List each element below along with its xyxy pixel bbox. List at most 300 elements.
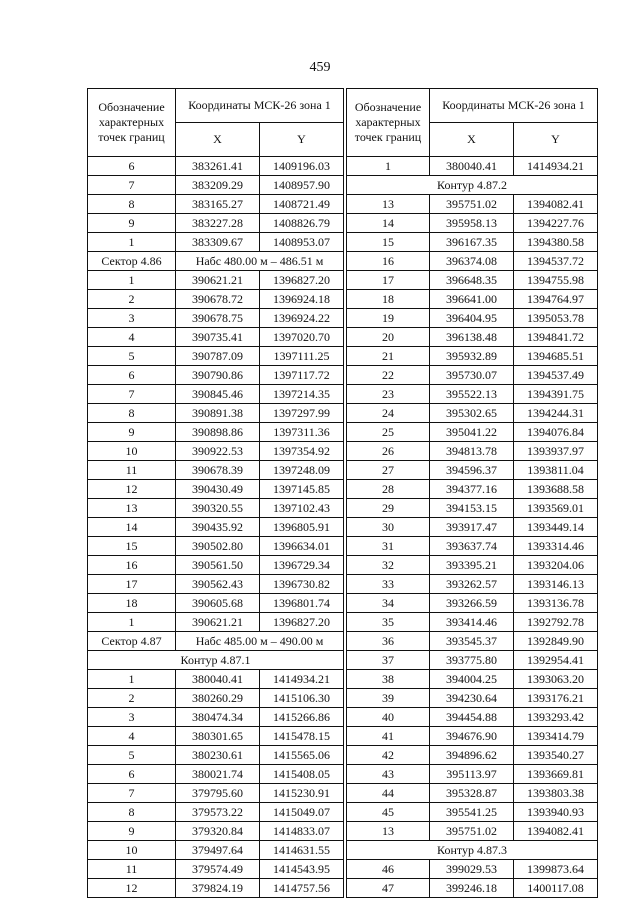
table-row [88,841,344,860]
x-coordinate: 380040.41 [176,670,260,689]
x-coordinate: 383165.27 [176,195,260,214]
points-column-header: Обозначение характерных точек границ [88,89,176,157]
table-row [88,214,344,233]
y-coordinate: 1394076.84 [514,423,598,442]
y-coordinate: 1393937.97 [514,442,598,461]
y-coordinate: 1414757.56 [260,879,344,898]
x-coordinate: 390562.43 [176,575,260,594]
y-coordinate: 1393569.01 [514,499,598,518]
y-coordinate: 1397354.92 [260,442,344,461]
x-coordinate: 390320.55 [176,499,260,518]
x-coordinate: 390678.39 [176,461,260,480]
x-coordinate: 380021.74 [176,765,260,784]
x-coordinate: 395302.65 [430,404,514,423]
contour-row [347,176,598,195]
y-coordinate: 1396805.91 [260,518,344,537]
y-coordinate: 1393293.42 [514,708,598,727]
y-coordinate: 1393146.13 [514,575,598,594]
x-coordinate: 395932.89 [430,347,514,366]
table-row [88,784,344,803]
x-coordinate: 383309.67 [176,233,260,252]
table-row [347,347,598,366]
table-row [88,765,344,784]
x-column-header: X [430,123,514,157]
point-number: 40 [347,708,430,727]
table-row [88,157,344,176]
y-coordinate: 1409196.03 [260,157,344,176]
x-coordinate: 383209.29 [176,176,260,195]
point-number: 1 [88,670,176,689]
y-coordinate: 1394755.98 [514,271,598,290]
y-coordinate: 1396730.82 [260,575,344,594]
point-number: 32 [347,556,430,575]
x-coordinate: 393545.37 [430,632,514,651]
sector-label: Сектор 4.86 [88,252,176,271]
y-coordinate: 1414543.95 [260,860,344,879]
y-coordinate: 1415565.06 [260,746,344,765]
table-row [347,651,598,670]
x-coordinate: 390898.86 [176,423,260,442]
table-row [347,860,598,879]
point-number: 31 [347,537,430,556]
y-coordinate: 1396827.20 [260,613,344,632]
y-coordinate: 1393669.81 [514,765,598,784]
point-number: 13 [347,822,430,841]
x-coordinate: 395522.13 [430,385,514,404]
table-row [88,556,344,575]
point-number: 39 [347,689,430,708]
y-coordinate: 1397297.99 [260,404,344,423]
x-coordinate: 395541.25 [430,803,514,822]
point-number: 28 [347,480,430,499]
y-coordinate: 1394244.31 [514,404,598,423]
point-number: 1 [347,157,430,176]
y-coordinate: 1415408.05 [260,765,344,784]
table-row [347,499,598,518]
y-coordinate: 1408721.49 [260,195,344,214]
table-row [88,271,344,290]
y-column-header: Y [260,123,344,157]
point-number: 16 [88,556,176,575]
table-row [347,214,598,233]
x-coordinate: 393262.57 [430,575,514,594]
table-row [347,822,598,841]
contour-label: Контур 4.87.1 [88,651,344,670]
table-row [347,271,598,290]
table-row [88,442,344,461]
point-number: 22 [347,366,430,385]
x-coordinate: 390735.41 [176,328,260,347]
point-number: 5 [88,746,176,765]
sector-label: Сектор 4.87 [88,632,176,651]
table-row [347,689,598,708]
y-coordinate: 1394082.41 [514,822,598,841]
point-number: 7 [88,385,176,404]
sector-row [88,252,344,271]
point-number: 6 [88,366,176,385]
x-coordinate: 394230.64 [430,689,514,708]
sector-height-range: Набс 485.00 м – 490.00 м [176,632,344,651]
point-number: 19 [347,309,430,328]
table-row [88,461,344,480]
point-number: 43 [347,765,430,784]
y-coordinate: 1397214.35 [260,385,344,404]
point-number: 18 [88,594,176,613]
y-coordinate: 1396634.01 [260,537,344,556]
x-coordinate: 396374.08 [430,252,514,271]
x-coordinate: 379795.60 [176,784,260,803]
y-coordinate: 1393063.20 [514,670,598,689]
x-coordinate: 390561.50 [176,556,260,575]
table-row [347,233,598,252]
y-coordinate: 1393803.38 [514,784,598,803]
x-coordinate: 390922.53 [176,442,260,461]
point-number: 16 [347,252,430,271]
table-row [347,784,598,803]
point-number: 8 [88,803,176,822]
x-coordinate: 396404.95 [430,309,514,328]
sector-row [88,632,344,651]
table-row [347,727,598,746]
table-row [88,233,344,252]
x-coordinate: 383227.28 [176,214,260,233]
x-coordinate: 393637.74 [430,537,514,556]
x-coordinate: 396648.35 [430,271,514,290]
x-coordinate: 394896.62 [430,746,514,765]
y-coordinate: 1394841.72 [514,328,598,347]
point-number: 7 [88,176,176,195]
point-number: 13 [347,195,430,214]
table-row [88,727,344,746]
y-coordinate: 1394537.72 [514,252,598,271]
table-row [347,461,598,480]
table-row [88,822,344,841]
point-number: 23 [347,385,430,404]
y-coordinate: 1392954.41 [514,651,598,670]
table-row [347,385,598,404]
table-row [347,879,598,898]
table-row [88,594,344,613]
table-row [88,480,344,499]
table-row [88,404,344,423]
x-coordinate: 399029.53 [430,860,514,879]
point-number: 24 [347,404,430,423]
point-number: 15 [88,537,176,556]
table-row [88,670,344,689]
point-number: 6 [88,157,176,176]
point-number: 45 [347,803,430,822]
point-number: 11 [88,860,176,879]
table-row [347,480,598,499]
x-coordinate: 393266.59 [430,594,514,613]
x-coordinate: 390502.80 [176,537,260,556]
x-coordinate: 394153.15 [430,499,514,518]
x-coordinate: 380230.61 [176,746,260,765]
table-row [347,708,598,727]
x-coordinate: 380260.29 [176,689,260,708]
y-coordinate: 1393136.78 [514,594,598,613]
contour-row [347,841,598,860]
x-coordinate: 390891.38 [176,404,260,423]
table-row [88,803,344,822]
coords-column-header: Координаты МСК-26 зона 1 [176,89,344,123]
x-coordinate: 379320.84 [176,822,260,841]
table-row [347,518,598,537]
x-column-header: X [176,123,260,157]
table-row [347,309,598,328]
x-coordinate: 395730.07 [430,366,514,385]
point-number: 9 [88,822,176,841]
point-number: 36 [347,632,430,651]
coordinates-table-left [87,88,344,898]
point-number: 35 [347,613,430,632]
x-coordinate: 394454.88 [430,708,514,727]
point-number: 18 [347,290,430,309]
y-coordinate: 1415049.07 [260,803,344,822]
x-coordinate: 395958.13 [430,214,514,233]
y-coordinate: 1394764.97 [514,290,598,309]
x-coordinate: 393775.80 [430,651,514,670]
y-coordinate: 1396729.34 [260,556,344,575]
table-row [347,575,598,594]
point-number: 10 [88,841,176,860]
point-number: 4 [88,328,176,347]
point-number: 12 [88,879,176,898]
y-coordinate: 1408957.90 [260,176,344,195]
point-number: 26 [347,442,430,461]
point-number: 41 [347,727,430,746]
y-coordinate: 1393940.93 [514,803,598,822]
y-coordinate: 1397145.85 [260,480,344,499]
x-coordinate: 394004.25 [430,670,514,689]
contour-row [88,651,344,670]
x-coordinate: 394377.16 [430,480,514,499]
y-coordinate: 1393314.46 [514,537,598,556]
x-coordinate: 396138.48 [430,328,514,347]
table-row [347,613,598,632]
point-number: 14 [88,518,176,537]
y-coordinate: 1397248.09 [260,461,344,480]
table-row [88,518,344,537]
x-coordinate: 394596.37 [430,461,514,480]
table-row [347,556,598,575]
x-coordinate: 390790.86 [176,366,260,385]
table-row [88,309,344,328]
point-number: 29 [347,499,430,518]
x-coordinate: 393395.21 [430,556,514,575]
point-number: 3 [88,708,176,727]
point-number: 2 [88,290,176,309]
table-row [88,385,344,404]
y-coordinate: 1394685.51 [514,347,598,366]
point-number: 14 [347,214,430,233]
x-coordinate: 390787.09 [176,347,260,366]
point-number: 44 [347,784,430,803]
point-number: 17 [347,271,430,290]
table-row [347,765,598,784]
y-coordinate: 1397102.43 [260,499,344,518]
y-coordinate: 1414833.07 [260,822,344,841]
table-row [88,575,344,594]
x-coordinate: 395751.02 [430,195,514,214]
point-number: 33 [347,575,430,594]
x-coordinate: 394676.90 [430,727,514,746]
y-coordinate: 1392792.78 [514,613,598,632]
x-coordinate: 390435.92 [176,518,260,537]
y-coordinate: 1393414.79 [514,727,598,746]
x-coordinate: 396641.00 [430,290,514,309]
contour-label: Контур 4.87.3 [347,841,598,860]
y-coordinate: 1393811.04 [514,461,598,480]
point-number: 1 [88,613,176,632]
point-number: 3 [88,309,176,328]
table-row [347,632,598,651]
table-row [88,860,344,879]
x-coordinate: 379824.19 [176,879,260,898]
x-coordinate: 379497.64 [176,841,260,860]
y-coordinate: 1396827.20 [260,271,344,290]
y-coordinate: 1394227.76 [514,214,598,233]
table-row [347,537,598,556]
x-coordinate: 395113.97 [430,765,514,784]
table-row [88,746,344,765]
point-number: 46 [347,860,430,879]
y-coordinate: 1414934.21 [260,670,344,689]
point-number: 20 [347,328,430,347]
y-coordinate: 1414631.55 [260,841,344,860]
point-number: 1 [88,233,176,252]
table-row [347,746,598,765]
point-number: 8 [88,404,176,423]
points-column-header: Обозначение характерных точек границ [347,89,430,157]
point-number: 5 [88,347,176,366]
y-coordinate: 1397311.36 [260,423,344,442]
point-number: 34 [347,594,430,613]
y-coordinate: 1397020.70 [260,328,344,347]
table-row [88,613,344,632]
y-coordinate: 1415106.30 [260,689,344,708]
table-row [347,442,598,461]
contour-label: Контур 4.87.2 [347,176,598,195]
point-number: 9 [88,423,176,442]
x-coordinate: 394813.78 [430,442,514,461]
point-number: 8 [88,195,176,214]
point-number: 6 [88,765,176,784]
x-coordinate: 390678.72 [176,290,260,309]
x-coordinate: 396167.35 [430,233,514,252]
x-coordinate: 390605.68 [176,594,260,613]
table-row [347,195,598,214]
y-coordinate: 1393449.14 [514,518,598,537]
point-number: 17 [88,575,176,594]
x-coordinate: 395751.02 [430,822,514,841]
point-number: 38 [347,670,430,689]
x-coordinate: 390430.49 [176,480,260,499]
y-coordinate: 1395053.78 [514,309,598,328]
coordinates-table-right [346,88,598,898]
table-row [88,290,344,309]
y-coordinate: 1394082.41 [514,195,598,214]
x-coordinate: 390621.21 [176,271,260,290]
table-row [88,328,344,347]
table-row [88,176,344,195]
x-coordinate: 395328.87 [430,784,514,803]
point-number: 27 [347,461,430,480]
table-row [347,423,598,442]
y-coordinate: 1396801.74 [260,594,344,613]
table-row [347,594,598,613]
point-number: 37 [347,651,430,670]
x-coordinate: 393414.46 [430,613,514,632]
table-row [347,404,598,423]
y-coordinate: 1394391.75 [514,385,598,404]
y-coordinate: 1394537.49 [514,366,598,385]
y-coordinate: 1408953.07 [260,233,344,252]
point-number: 11 [88,461,176,480]
x-coordinate: 380040.41 [430,157,514,176]
y-coordinate: 1414934.21 [514,157,598,176]
coords-column-header: Координаты МСК-26 зона 1 [430,89,598,123]
x-coordinate: 380301.65 [176,727,260,746]
x-coordinate: 390845.46 [176,385,260,404]
x-coordinate: 393917.47 [430,518,514,537]
table-row [88,499,344,518]
table-row [88,689,344,708]
table-row [88,879,344,898]
y-coordinate: 1396924.18 [260,290,344,309]
x-coordinate: 399246.18 [430,879,514,898]
point-number: 25 [347,423,430,442]
table-row [88,347,344,366]
x-coordinate: 379574.49 [176,860,260,879]
y-coordinate: 1399873.64 [514,860,598,879]
y-coordinate: 1393540.27 [514,746,598,765]
point-number: 21 [347,347,430,366]
table-row [88,708,344,727]
y-coordinate: 1415266.86 [260,708,344,727]
x-coordinate: 383261.41 [176,157,260,176]
y-coordinate: 1394380.58 [514,233,598,252]
y-coordinate: 1400117.08 [514,879,598,898]
y-coordinate: 1397111.25 [260,347,344,366]
y-coordinate: 1393176.21 [514,689,598,708]
table-row [347,803,598,822]
point-number: 30 [347,518,430,537]
x-coordinate: 390678.75 [176,309,260,328]
point-number: 12 [88,480,176,499]
table-row [88,423,344,442]
page-number: 459 [309,60,331,75]
y-coordinate: 1393204.06 [514,556,598,575]
x-coordinate: 395041.22 [430,423,514,442]
x-coordinate: 379573.22 [176,803,260,822]
x-coordinate: 380474.34 [176,708,260,727]
point-number: 42 [347,746,430,765]
table-row [347,366,598,385]
table-row [88,366,344,385]
table-row [88,195,344,214]
table-row [347,328,598,347]
y-coordinate: 1397117.72 [260,366,344,385]
point-number: 13 [88,499,176,518]
table-row [347,290,598,309]
y-coordinate: 1415478.15 [260,727,344,746]
y-coordinate: 1396924.22 [260,309,344,328]
point-number: 10 [88,442,176,461]
y-coordinate: 1415230.91 [260,784,344,803]
point-number: 9 [88,214,176,233]
sector-height-range: Набс 480.00 м – 486.51 м [176,252,344,271]
